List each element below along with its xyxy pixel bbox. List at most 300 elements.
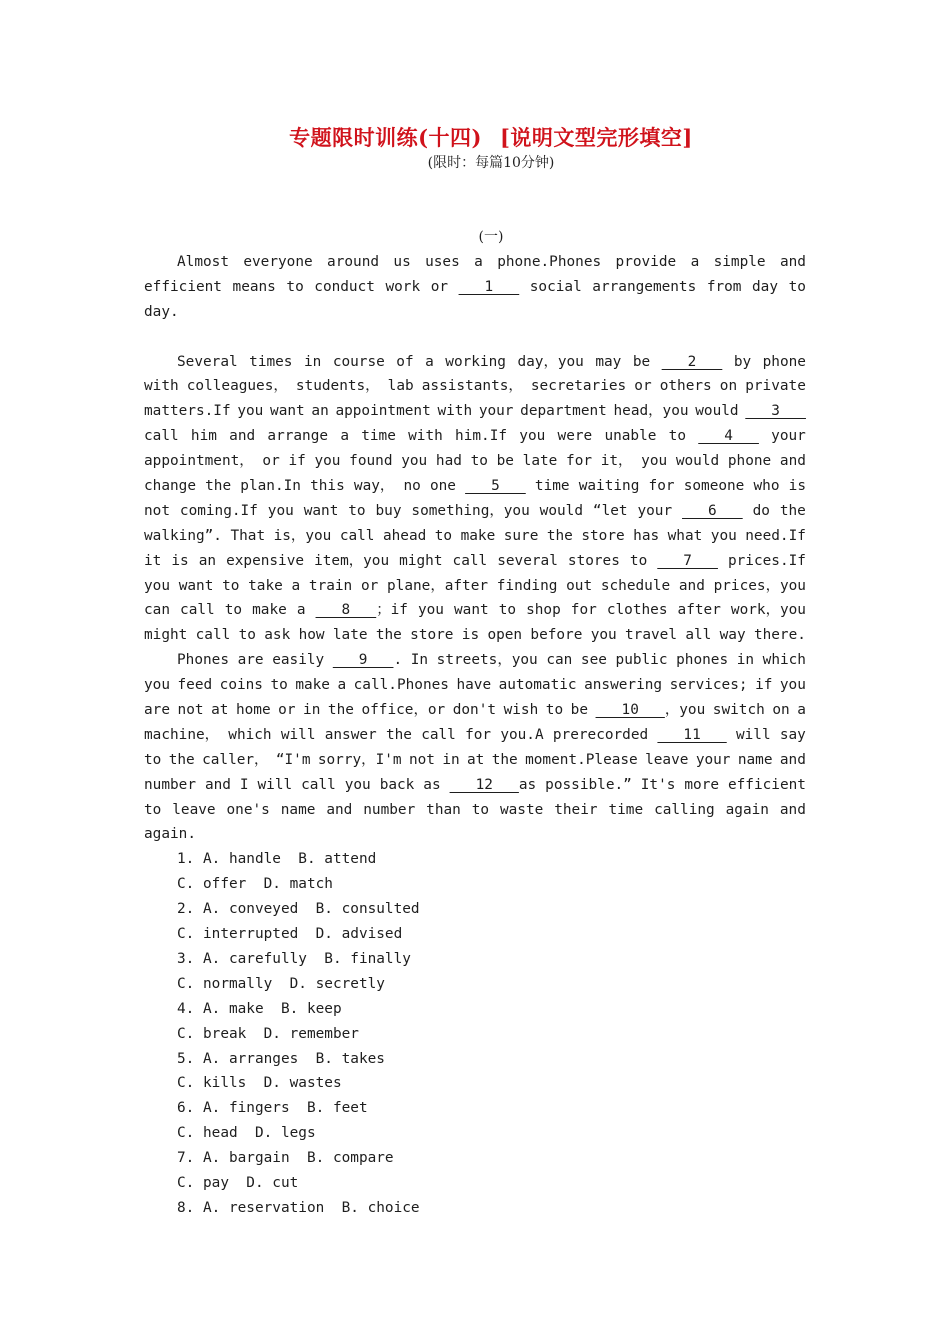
option-line: C. pay D. cut — [177, 1174, 299, 1191]
text-word: a — [797, 702, 806, 719]
text-word: name — [737, 751, 773, 768]
text-word: have — [456, 677, 492, 694]
text-word: Several — [177, 353, 238, 370]
text-word: be — [632, 353, 651, 370]
text-word: by — [733, 353, 752, 370]
text-word: assistants， — [421, 378, 523, 395]
text-word: again — [725, 801, 769, 818]
text-word: prerecorded — [552, 726, 649, 743]
text-word: students， — [295, 378, 380, 395]
text-word: way， — [353, 478, 395, 495]
text-word: answering — [584, 677, 663, 694]
text-word: streets，you — [436, 652, 538, 669]
text-word: no — [403, 478, 421, 495]
text-word: to — [144, 801, 162, 818]
text-word: be — [570, 702, 588, 719]
blank-word — [745, 399, 806, 424]
text-word: and — [779, 254, 806, 270]
text-word: on — [719, 378, 738, 395]
text-word: you — [519, 428, 546, 445]
text-word: an — [311, 403, 329, 420]
text-word: to — [545, 702, 564, 719]
text-word: call — [144, 428, 179, 445]
text-line — [144, 574, 806, 599]
text-word: In — [410, 652, 429, 669]
text-word: again. — [144, 826, 196, 843]
blank-9: 9 — [332, 652, 394, 669]
text-word: Phones — [177, 652, 229, 669]
text-word: coins — [219, 677, 263, 694]
text-word: there. — [753, 627, 806, 644]
text-word: public — [615, 652, 668, 669]
text-word: back — [379, 776, 415, 793]
text-word: waste — [499, 801, 544, 818]
text-word: after — [677, 602, 721, 619]
text-word: make — [460, 527, 496, 544]
text-word: take — [248, 577, 283, 594]
text-word: arrangements — [592, 278, 697, 295]
blank-word — [657, 549, 718, 574]
text-word: which — [762, 652, 806, 669]
text-word: conduct — [314, 278, 375, 295]
text-word: at — [211, 702, 229, 719]
text-word: item，you — [314, 552, 390, 569]
text-word: late — [332, 627, 368, 644]
text-word: a — [425, 353, 434, 370]
text-word: expensive — [226, 552, 305, 569]
text-word: or — [634, 378, 652, 395]
text-word: one's — [226, 801, 270, 818]
text-word: day，you — [517, 353, 584, 370]
text-word: a — [291, 577, 301, 594]
text-word: or — [360, 577, 379, 594]
text-word: and — [229, 428, 256, 445]
text-word: might — [144, 627, 188, 644]
text-word: your — [695, 751, 731, 768]
text-word: shop — [526, 602, 561, 619]
text-word: has — [633, 527, 660, 544]
text-line — [144, 399, 806, 424]
text-word: sure — [503, 527, 539, 544]
text-word: prices.If — [727, 552, 806, 569]
text-line — [144, 549, 806, 574]
text-line — [144, 374, 806, 399]
option-line: 3. A. carefully B. finally — [177, 950, 411, 967]
text-word: and — [204, 776, 231, 793]
text-word: arrange — [267, 428, 329, 445]
text-word: need.If — [745, 527, 806, 544]
text-word: in — [442, 751, 460, 768]
text-word: call — [301, 776, 336, 793]
text-word: home — [235, 702, 271, 719]
paragraph-3 — [144, 648, 806, 847]
text-line — [144, 598, 806, 623]
text-word: the — [327, 702, 354, 719]
text-word: colleagues， — [186, 378, 288, 395]
option-line: C. normally D. secretly — [177, 975, 385, 992]
blank-word — [682, 499, 743, 524]
text-word: prices，you — [713, 577, 806, 594]
text-word: for — [648, 478, 675, 495]
text-word: to — [348, 502, 366, 519]
text-word: open — [487, 627, 523, 644]
blank-word — [459, 275, 520, 300]
text-word: from — [706, 278, 742, 295]
text-word: a — [690, 254, 700, 270]
text-word: possible.” — [545, 776, 632, 793]
text-word: to — [434, 527, 453, 544]
text-word: for — [566, 453, 593, 470]
time-limit-subtitle: (限时：每篇10分钟) — [427, 155, 555, 171]
text-line — [144, 822, 806, 847]
text-word: easily — [272, 652, 325, 669]
text-word: name — [280, 801, 316, 818]
text-word: a — [296, 602, 306, 619]
blank-word: 12 as — [450, 773, 537, 798]
text-word: and — [779, 453, 806, 470]
text-word: to — [286, 278, 304, 295]
text-word: to — [471, 801, 490, 818]
text-word: way — [719, 627, 746, 644]
text-word: call — [180, 602, 215, 619]
blank-5: 5 — [465, 478, 526, 495]
text-word: something，you — [411, 502, 530, 519]
blank-2: 2 — [661, 353, 723, 370]
text-line — [144, 275, 806, 300]
option-line: C. kills D. wastes — [177, 1075, 342, 1092]
text-word: appointment — [335, 403, 431, 420]
text-line — [144, 424, 806, 449]
text-word: him.If — [455, 428, 508, 445]
text-word: for — [570, 602, 597, 619]
text-word: course — [332, 353, 385, 370]
text-word: office，or — [361, 702, 446, 719]
text-word: appointment， — [144, 453, 254, 470]
text-word: you — [314, 453, 341, 470]
text-word: not — [177, 702, 204, 719]
text-word: call.Phones — [353, 677, 449, 694]
text-word: the — [168, 751, 195, 768]
text-word: call — [195, 627, 231, 644]
text-word: head，you — [613, 403, 689, 420]
text-line — [144, 673, 806, 698]
passage-body — [144, 250, 806, 1221]
text-word: the — [385, 726, 412, 743]
text-word: a — [474, 254, 483, 270]
blank-11: 11 — [657, 726, 727, 743]
option-line: 4. A. make B. keep — [177, 1000, 342, 1017]
text-word: with — [437, 403, 473, 420]
option-line: 1. A. handle B. attend — [177, 851, 377, 868]
text-word: all — [685, 627, 712, 644]
text-word: plane，after — [387, 577, 489, 594]
text-line — [144, 773, 806, 798]
blank-10: 10 — [595, 702, 665, 719]
text-word: store — [410, 627, 454, 644]
text-line — [144, 648, 806, 673]
text-word: answer — [324, 726, 377, 743]
text-word: not — [144, 502, 170, 519]
text-word: might — [399, 552, 443, 569]
text-word: your — [637, 502, 673, 519]
text-word: buy — [375, 502, 402, 519]
blank-4: 4 — [698, 428, 759, 445]
text-word: you — [144, 577, 170, 594]
text-word: working — [445, 353, 506, 370]
text-word: the — [779, 502, 806, 519]
text-word: wish — [503, 702, 539, 719]
text-word: a — [337, 677, 347, 694]
section-label: (一) — [478, 229, 504, 245]
text-word: day. — [144, 303, 179, 320]
text-word: call — [452, 552, 488, 569]
text-word: their — [554, 801, 598, 818]
text-word: waiting — [578, 478, 640, 495]
text-word: call — [421, 726, 456, 743]
text-word: in — [303, 353, 322, 370]
text-word: it， — [600, 453, 633, 470]
blank-3: 3 — [745, 403, 806, 420]
text-word: others — [659, 378, 712, 395]
text-word: were — [557, 428, 593, 445]
text-word: want — [454, 602, 489, 619]
text-word: with — [408, 428, 443, 445]
blank-word: 9 . — [333, 648, 402, 673]
text-word: than — [426, 801, 461, 818]
blank-word: 8 ；if — [316, 598, 408, 623]
text-word: if — [755, 677, 773, 694]
text-word: number — [363, 801, 416, 818]
text-word: clothes — [606, 602, 668, 619]
text-word: I — [239, 776, 249, 793]
blank-12: 12 — [449, 776, 519, 793]
text-word: phone — [727, 453, 772, 470]
text-word: an — [198, 552, 217, 569]
page-title — [0, 122, 950, 152]
text-word: switch — [712, 702, 765, 719]
text-word: him — [190, 428, 217, 445]
text-word: say — [779, 726, 806, 743]
text-word: are — [144, 702, 170, 719]
text-word: finding — [496, 577, 558, 594]
text-word: phone.Phones — [497, 254, 602, 270]
blank-word — [698, 424, 759, 449]
text-line — [144, 798, 806, 823]
text-line — [144, 250, 806, 275]
text-word: want — [270, 403, 305, 420]
text-word: to — [222, 577, 240, 594]
paragraph-2 — [144, 350, 806, 649]
option-line: 5. A. arranges B. takes — [177, 1050, 385, 1067]
text-word: the — [375, 627, 402, 644]
text-word: and — [678, 577, 705, 594]
text-word: to — [470, 453, 488, 470]
text-word: to — [270, 677, 288, 694]
text-word: and — [326, 801, 353, 818]
text-word: can — [546, 652, 573, 669]
text-word: you — [144, 677, 170, 694]
text-line — [144, 350, 806, 375]
text-word: and — [779, 751, 806, 768]
text-word: a — [340, 428, 349, 445]
text-word: want — [178, 577, 214, 594]
text-word: to — [144, 751, 162, 768]
text-word: on — [772, 702, 790, 719]
text-word: ask — [264, 627, 291, 644]
text-word: one — [429, 478, 456, 495]
text-word: to — [629, 552, 648, 569]
text-word: sorry，I'm — [317, 751, 402, 768]
text-word: your — [771, 428, 806, 445]
text-word: efficient — [727, 776, 806, 793]
text-word: “let — [592, 502, 628, 519]
text-word: times — [249, 353, 293, 370]
text-word: you.A — [500, 726, 544, 743]
text-word: can — [144, 602, 170, 619]
text-word: make — [295, 677, 330, 694]
text-word: phones — [676, 652, 729, 669]
text-line — [144, 499, 806, 524]
text-word: several — [497, 552, 558, 569]
text-word: to — [238, 627, 256, 644]
text-word: stores — [567, 552, 620, 569]
blank-6: 6 — [682, 502, 743, 519]
text-word: how — [298, 627, 325, 644]
answer-options — [177, 847, 806, 1220]
text-word: feed — [177, 677, 213, 694]
text-word: department — [520, 403, 607, 420]
option-line: C. interrupted D. advised — [177, 926, 403, 943]
text-word: leave — [645, 751, 689, 768]
text-word: you — [237, 403, 264, 420]
text-word: work，you — [730, 602, 806, 619]
text-word: will — [257, 776, 293, 793]
text-word: see — [580, 652, 607, 669]
text-word: It's — [640, 776, 676, 793]
text-word: are — [237, 652, 264, 669]
text-word: late — [522, 453, 558, 470]
text-word: matters.If — [144, 403, 231, 420]
text-word: would — [695, 403, 739, 420]
text-word: who — [753, 478, 780, 495]
text-word: efficient — [144, 278, 222, 295]
text-word: you — [417, 602, 444, 619]
text-word: do — [752, 502, 770, 519]
text-word: or — [262, 453, 280, 470]
text-word: work — [385, 278, 421, 295]
option-line: 7. A. bargain B. compare — [177, 1150, 394, 1167]
text-word: will — [735, 726, 771, 743]
text-word: you — [267, 502, 294, 519]
text-word: simple — [713, 254, 766, 270]
text-word: store — [581, 527, 625, 544]
text-word: you — [344, 776, 371, 793]
text-word: the — [205, 478, 232, 495]
text-word: want — [303, 502, 339, 519]
blank-word: 10 ，you — [596, 698, 706, 723]
text-word: in — [736, 652, 755, 669]
text-word: it — [144, 552, 162, 569]
text-word: you — [641, 453, 668, 470]
text-word: change — [144, 478, 196, 495]
text-word: phone — [762, 353, 806, 370]
text-line — [144, 748, 806, 773]
text-word: private — [745, 378, 806, 395]
text-word: before — [530, 627, 583, 644]
option-line: 6. A. fingers B. feet — [177, 1100, 368, 1117]
text-word: social — [529, 278, 582, 295]
text-word: schedule — [600, 577, 671, 594]
blank-1: 1 — [458, 278, 520, 295]
text-word: time — [534, 478, 570, 495]
text-word: you — [779, 677, 806, 694]
text-word: ahead — [382, 527, 427, 544]
text-word: services; — [669, 677, 748, 694]
text-word: for — [465, 726, 492, 743]
blank-word — [662, 350, 723, 375]
text-line — [144, 623, 806, 648]
blank-word — [657, 723, 726, 748]
text-word: may — [595, 353, 622, 370]
text-word: around — [327, 254, 380, 270]
text-word: plan.In — [240, 478, 301, 495]
text-word: you — [401, 453, 428, 470]
text-word: That — [230, 527, 266, 544]
option-line: C. offer D. match — [177, 876, 333, 893]
text-word: time — [608, 801, 644, 818]
text-word: of — [396, 353, 414, 370]
text-word: caller， — [202, 751, 269, 768]
text-word: at — [467, 751, 485, 768]
text-word: secretaries — [530, 378, 627, 395]
text-word: lab — [387, 378, 414, 395]
text-word: everyone — [243, 254, 313, 270]
text-word: leave — [172, 801, 216, 818]
title-topic: [说明文型完形填空] — [500, 125, 693, 150]
text-word: don't — [452, 702, 497, 719]
text-line — [144, 474, 806, 499]
text-word: if — [288, 453, 306, 470]
text-line — [144, 723, 806, 748]
text-word: travel — [625, 627, 677, 644]
text-word: time — [361, 428, 396, 445]
text-word: number — [144, 776, 196, 793]
text-word: you — [590, 627, 617, 644]
text-word: automatic — [498, 677, 577, 694]
text-word: “I'm — [275, 751, 311, 768]
text-word: would — [675, 453, 720, 470]
text-word: unable — [604, 428, 657, 445]
text-word: more — [684, 776, 720, 793]
text-word: to — [668, 428, 686, 445]
text-word: is — [171, 552, 189, 569]
blank-word — [465, 474, 526, 499]
text-word: call — [339, 527, 375, 544]
paragraph-1 — [144, 250, 806, 325]
option-line: C. break D. remember — [177, 1025, 359, 1042]
text-word: which — [228, 726, 272, 743]
text-word: train — [308, 577, 353, 594]
blank-8: 8 — [315, 602, 377, 619]
text-word: make — [252, 602, 287, 619]
text-word: your — [478, 403, 514, 420]
text-word: in — [303, 702, 321, 719]
text-word: this — [310, 478, 345, 495]
option-line: C. head D. legs — [177, 1125, 316, 1142]
text-word: had — [435, 453, 462, 470]
text-word: coming.If — [179, 502, 258, 519]
text-word: out — [566, 577, 593, 594]
